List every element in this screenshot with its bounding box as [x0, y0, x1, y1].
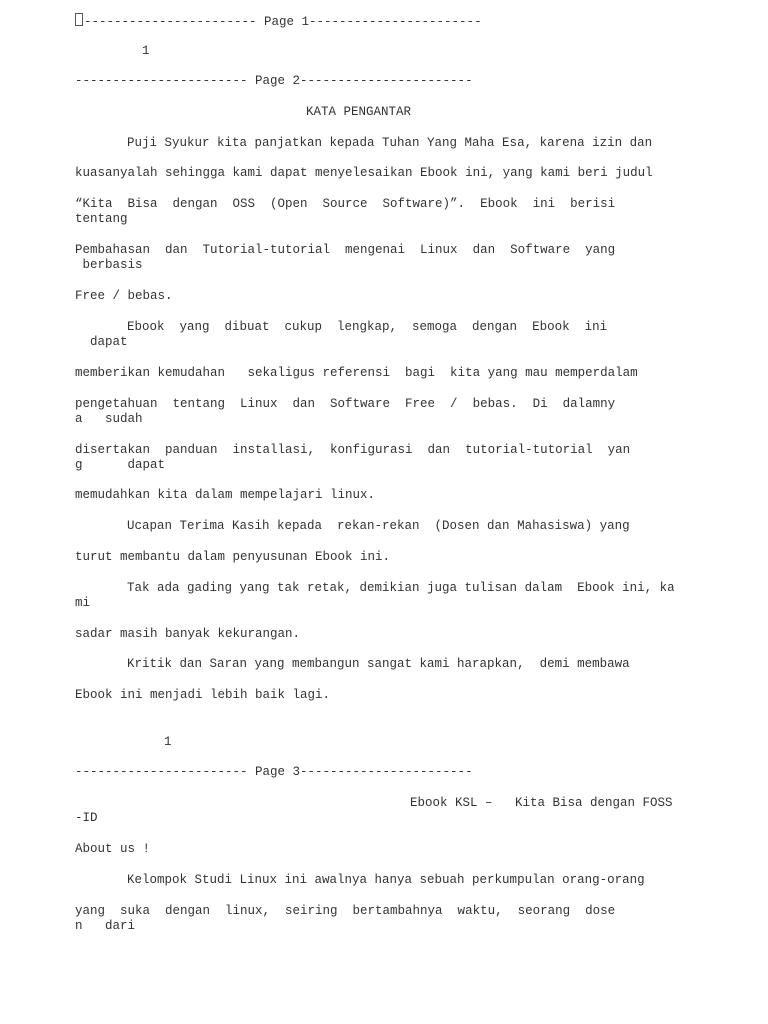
paragraph-line: pengetahuan tentang Linux dan Software Free / bebas. Di dalamny [75, 397, 616, 411]
paragraph-line-wrap: mi [75, 596, 91, 610]
paragraph-line: kuasanyalah sehingga kami dapat menyelesaikan Ebook ini, yang kami beri judul [75, 166, 653, 180]
paragraph-line-wrap: a sudah [75, 412, 143, 426]
page-2-separator: ----------------------- Page 2----------------------- [75, 74, 473, 88]
page-1-separator-text: ----------------------- Page 1----------------------- [84, 15, 482, 29]
page-1-number: 1 [142, 44, 150, 58]
paragraph-line: turut membantu dalam penyusunan Ebook ini. [75, 550, 391, 564]
paragraph-line: yang suka dengan linux, seiring bertambahnya waktu, seorang dose [75, 904, 616, 918]
paragraph-line: disertakan panduan installasi, konfigurasi dan tutorial-tutorial yan [75, 443, 631, 457]
paragraph-line: Ucapan Terima Kasih kepada rekan-rekan (Dosen dan Mahasiswa) yang [127, 519, 630, 533]
paragraph-line-wrap: dapat [75, 335, 128, 349]
paragraph-line: memudahkan kita dalam mempelajari linux. [75, 488, 376, 502]
missing-glyph-icon [75, 13, 83, 26]
page-3-separator: ----------------------- Page 3----------------------- [75, 765, 473, 779]
paragraph-line: memberikan kemudahan sekaligus referensi bagi kita yang mau memperdalam [75, 366, 638, 380]
paragraph-line: sadar masih banyak kekurangan. [75, 627, 301, 641]
paragraph-line: “Kita Bisa dengan OSS (Open Source Software)”. Ebook ini berisi [75, 197, 616, 211]
paragraph-line-wrap: n dari [75, 919, 136, 933]
paragraph-line: Ebook yang dibuat cukup lengkap, semoga dengan Ebook ini [127, 320, 608, 334]
paragraph-line: Free / bebas. [75, 289, 173, 303]
paragraph-line: Tak ada gading yang tak retak, demikian juga tulisan dalam Ebook ini, ka [127, 581, 675, 595]
paragraph-line-wrap: tentang [75, 212, 128, 226]
paragraph-line: Kelompok Studi Linux ini awalnya hanya sebuah perkumpulan orang-orang [127, 873, 645, 887]
paragraph-line: Kritik dan Saran yang membangun sangat kami harapkan, demi membawa [127, 657, 630, 671]
page-1-separator [75, 13, 482, 29]
kata-pengantar-heading: KATA PENGANTAR [306, 105, 412, 119]
paragraph-line: Pembahasan dan Tutorial-tutorial mengenai Linux dan Software yang [75, 243, 616, 257]
paragraph-line-wrap: berbasis [75, 258, 143, 272]
ebook-header-wrap: -ID [75, 811, 98, 825]
ebook-header: Ebook KSL – Kita Bisa dengan FOSS [410, 796, 673, 810]
page-2-number: 1 [164, 735, 172, 749]
paragraph-line: Ebook ini menjadi lebih baik lagi. [75, 688, 331, 702]
paragraph-line: Puji Syukur kita panjatkan kepada Tuhan Yang Maha Esa, karena izin dan [127, 136, 653, 150]
about-us-heading: About us ! [75, 842, 151, 856]
paragraph-line-wrap: g dapat [75, 458, 166, 472]
